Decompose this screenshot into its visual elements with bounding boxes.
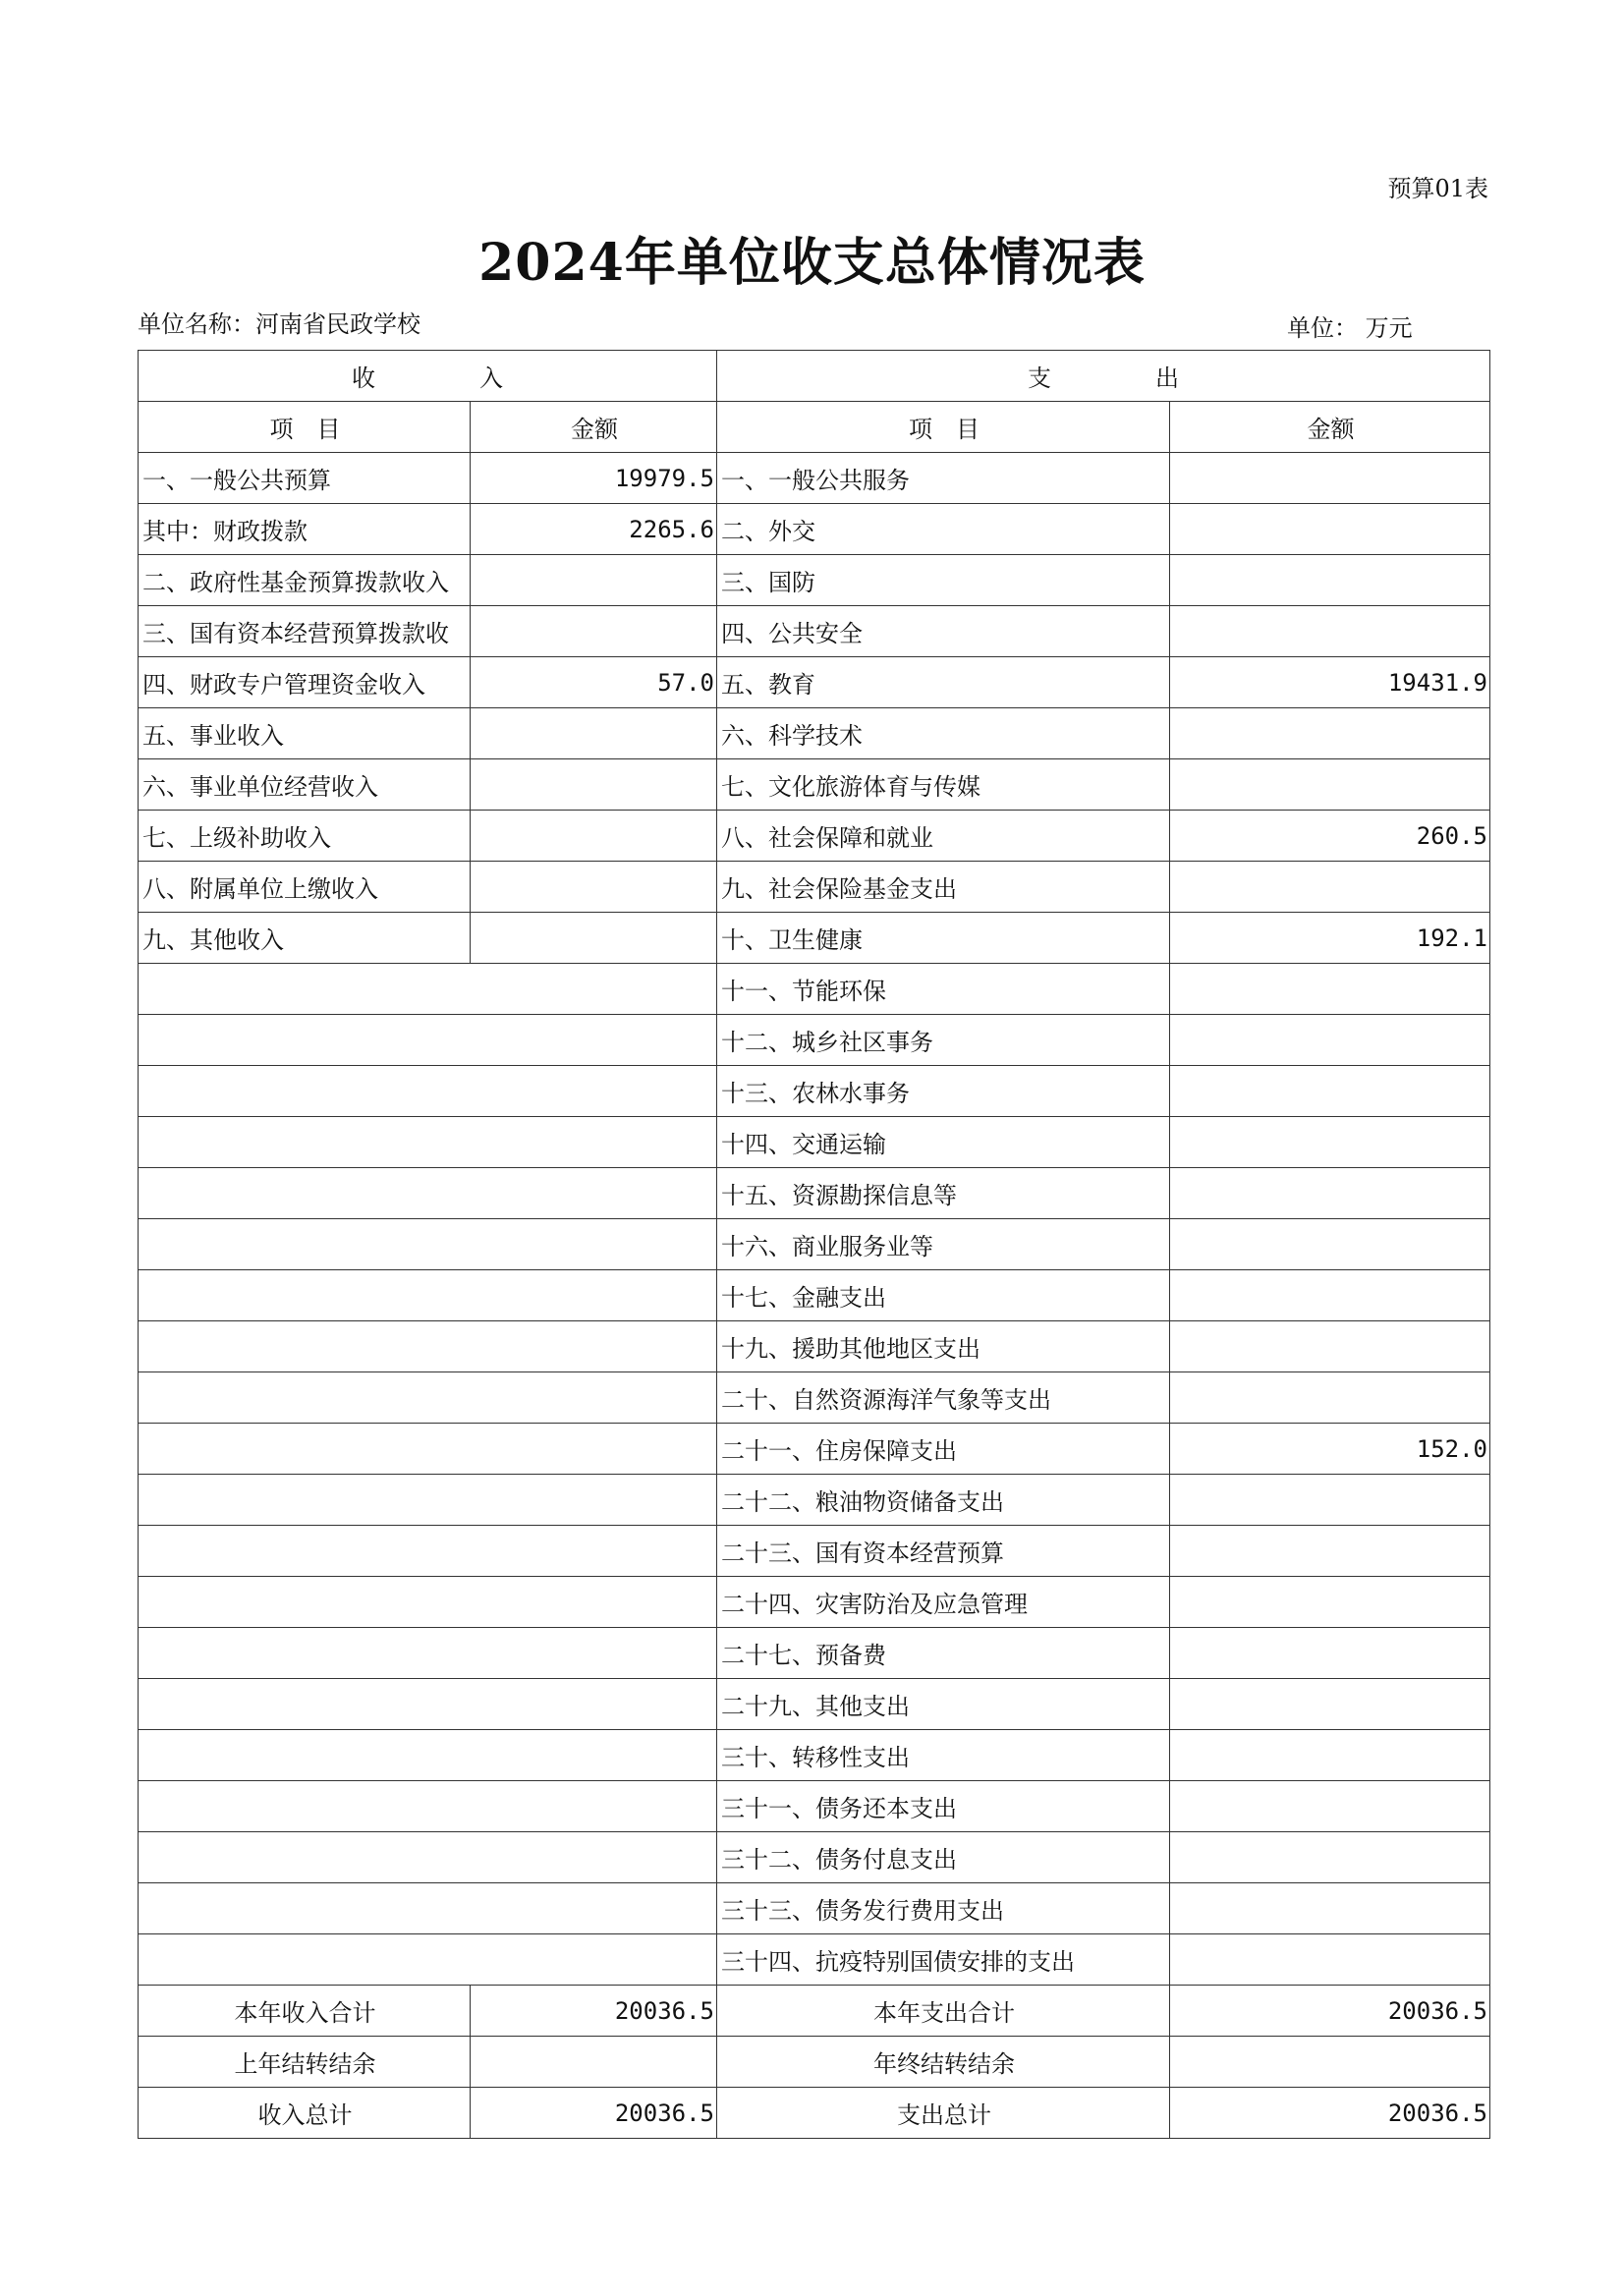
expense-amount xyxy=(1170,453,1490,504)
income-amount xyxy=(471,759,717,811)
table-row xyxy=(139,759,1490,811)
table-row xyxy=(139,1270,1490,1321)
income-item: 八、附属单位上缴收入 xyxy=(139,862,471,913)
expense-item: 三十三、债务发行费用支出 xyxy=(717,1883,1170,1934)
expense-item: 三十二、债务付息支出 xyxy=(717,1832,1170,1883)
expense-total-amount: 20036.5 xyxy=(1170,1986,1490,2037)
table-row xyxy=(139,1832,1490,1883)
expense-amount: 19431.9 xyxy=(1170,657,1490,708)
table-row xyxy=(139,1781,1490,1832)
empty-income-cell xyxy=(139,1168,717,1219)
income-item: 五、事业收入 xyxy=(139,708,471,759)
expense-amount xyxy=(1170,1372,1490,1424)
table-row xyxy=(139,1168,1490,1219)
empty-income-cell xyxy=(139,1934,717,1986)
table-row xyxy=(139,1219,1490,1270)
income-amount xyxy=(471,811,717,862)
expense-item: 二十、自然资源海洋气象等支出 xyxy=(717,1372,1170,1424)
table-row xyxy=(139,1015,1490,1066)
income-amount: 57.0 xyxy=(471,657,717,708)
income-total-label: 本年收入合计 xyxy=(139,1986,471,2037)
expense-item: 十四、交通运输 xyxy=(717,1117,1170,1168)
income-total-amount xyxy=(471,2037,717,2088)
expense-item: 三十、转移性支出 xyxy=(717,1730,1170,1781)
expense-item: 二十九、其他支出 xyxy=(717,1679,1170,1730)
income-item: 二、政府性基金预算拨款收入 xyxy=(139,555,471,606)
table-row xyxy=(139,555,1490,606)
expense-item: 三十一、债务还本支出 xyxy=(717,1781,1170,1832)
expense-item: 四、公共安全 xyxy=(717,606,1170,657)
expense-amount xyxy=(1170,1168,1490,1219)
expense-total-label: 年终结转结余 xyxy=(717,2037,1170,2088)
table-row xyxy=(139,1679,1490,1730)
empty-income-cell xyxy=(139,964,717,1015)
table-row xyxy=(139,1321,1490,1372)
expense-item: 二十四、灾害防治及应急管理 xyxy=(717,1577,1170,1628)
income-amount xyxy=(471,555,717,606)
budget-table-body xyxy=(139,351,1490,2139)
expense-amount xyxy=(1170,1781,1490,1832)
table-row xyxy=(139,964,1490,1015)
unit-label: 单位： 万元 xyxy=(1287,314,1413,342)
expense-amount xyxy=(1170,555,1490,606)
empty-income-cell xyxy=(139,1475,717,1526)
table-row xyxy=(139,1883,1490,1934)
expense-amount xyxy=(1170,1219,1490,1270)
expense-total-label: 支出总计 xyxy=(717,2088,1170,2139)
empty-income-cell xyxy=(139,1270,717,1321)
expense-amount: 192.1 xyxy=(1170,913,1490,964)
expense-amount xyxy=(1170,1270,1490,1321)
expense-item: 十一、节能环保 xyxy=(717,964,1170,1015)
table-row xyxy=(139,1117,1490,1168)
income-item: 四、财政专户管理资金收入 xyxy=(139,657,471,708)
table-row xyxy=(139,913,1490,964)
expense-amount xyxy=(1170,504,1490,555)
total-row xyxy=(139,2037,1490,2088)
table-row xyxy=(139,1475,1490,1526)
unit-name: 单位名称：河南省民政学校 xyxy=(138,310,420,338)
income-item: 九、其他收入 xyxy=(139,913,471,964)
expense-amount xyxy=(1170,1730,1490,1781)
table-row xyxy=(139,1424,1490,1475)
income-amount xyxy=(471,708,717,759)
table-row xyxy=(139,811,1490,862)
income-item: 三、国有资本经营预算拨款收 xyxy=(139,606,471,657)
table-row xyxy=(139,1577,1490,1628)
expense-amount xyxy=(1170,1526,1490,1577)
expense-item: 十九、援助其他地区支出 xyxy=(717,1321,1170,1372)
empty-income-cell xyxy=(139,1679,717,1730)
expense-amount xyxy=(1170,964,1490,1015)
table-row xyxy=(139,657,1490,708)
empty-income-cell xyxy=(139,1526,717,1577)
total-row xyxy=(139,2088,1490,2139)
column-header-row xyxy=(139,402,1490,453)
table-row xyxy=(139,1628,1490,1679)
expense-amount xyxy=(1170,1628,1490,1679)
income-total-amount: 20036.5 xyxy=(471,1986,717,2037)
expense-amount xyxy=(1170,708,1490,759)
expense-item: 一、一般公共服务 xyxy=(717,453,1170,504)
expense-item: 十三、农林水事务 xyxy=(717,1066,1170,1117)
expense-amount xyxy=(1170,606,1490,657)
expense-item: 三十四、抗疫特别国债安排的支出 xyxy=(717,1934,1170,1986)
expense-item: 二十七、预备费 xyxy=(717,1628,1170,1679)
expense-item: 二十一、住房保障支出 xyxy=(717,1424,1170,1475)
table-row xyxy=(139,1730,1490,1781)
expense-item: 十七、金融支出 xyxy=(717,1270,1170,1321)
empty-income-cell xyxy=(139,1424,717,1475)
table-row xyxy=(139,1066,1490,1117)
empty-income-cell xyxy=(139,1066,717,1117)
income-item: 其中：财政拨款 xyxy=(139,504,471,555)
section-header-row xyxy=(139,351,1490,402)
income-amount xyxy=(471,913,717,964)
empty-income-cell xyxy=(139,1730,717,1781)
expense-item: 十二、城乡社区事务 xyxy=(717,1015,1170,1066)
expense-amount: 152.0 xyxy=(1170,1424,1490,1475)
income-total-amount: 20036.5 xyxy=(471,2088,717,2139)
expense-amount xyxy=(1170,1066,1490,1117)
expense-amount xyxy=(1170,1321,1490,1372)
expense-section-header: 支 出 xyxy=(717,351,1490,402)
expense-amount xyxy=(1170,862,1490,913)
income-amount-header: 金额 xyxy=(471,402,717,453)
empty-income-cell xyxy=(139,1883,717,1934)
expense-item: 八、社会保障和就业 xyxy=(717,811,1170,862)
table-row xyxy=(139,1372,1490,1424)
table-row xyxy=(139,453,1490,504)
expense-item: 二、外交 xyxy=(717,504,1170,555)
expense-amount xyxy=(1170,1577,1490,1628)
expense-item-header: 项 目 xyxy=(717,402,1170,453)
income-total-label: 上年结转结余 xyxy=(139,2037,471,2088)
expense-item: 十、卫生健康 xyxy=(717,913,1170,964)
budget-table xyxy=(138,350,1490,2139)
expense-total-amount xyxy=(1170,2037,1490,2088)
expense-item: 九、社会保险基金支出 xyxy=(717,862,1170,913)
table-row xyxy=(139,504,1490,555)
income-item: 七、上级补助收入 xyxy=(139,811,471,862)
expense-item: 二十二、粮油物资储备支出 xyxy=(717,1475,1170,1526)
expense-amount: 260.5 xyxy=(1170,811,1490,862)
expense-amount xyxy=(1170,1832,1490,1883)
expense-total-amount: 20036.5 xyxy=(1170,2088,1490,2139)
expense-item: 五、教育 xyxy=(717,657,1170,708)
expense-item: 十五、资源勘探信息等 xyxy=(717,1168,1170,1219)
table-row xyxy=(139,708,1490,759)
table-row xyxy=(139,1934,1490,1986)
income-item: 一、一般公共预算 xyxy=(139,453,471,504)
table-row xyxy=(139,862,1490,913)
expense-item: 六、科学技术 xyxy=(717,708,1170,759)
income-item-header: 项 目 xyxy=(139,402,471,453)
page-title: 2024年单位收支总体情况表 xyxy=(478,233,1146,293)
expense-amount xyxy=(1170,1934,1490,1986)
expense-item: 七、文化旅游体育与传媒 xyxy=(717,759,1170,811)
table-row xyxy=(139,606,1490,657)
empty-income-cell xyxy=(139,1781,717,1832)
expense-amount xyxy=(1170,1475,1490,1526)
expense-amount xyxy=(1170,759,1490,811)
empty-income-cell xyxy=(139,1321,717,1372)
income-amount xyxy=(471,606,717,657)
expense-amount xyxy=(1170,1117,1490,1168)
income-amount xyxy=(471,862,717,913)
expense-item: 十六、商业服务业等 xyxy=(717,1219,1170,1270)
form-number: 预算01表 xyxy=(1387,175,1488,202)
table-row xyxy=(139,1526,1490,1577)
empty-income-cell xyxy=(139,1219,717,1270)
empty-income-cell xyxy=(139,1372,717,1424)
expense-amount xyxy=(1170,1883,1490,1934)
empty-income-cell xyxy=(139,1015,717,1066)
income-total-label: 收入总计 xyxy=(139,2088,471,2139)
empty-income-cell xyxy=(139,1117,717,1168)
total-row xyxy=(139,1986,1490,2037)
income-amount: 19979.5 xyxy=(471,453,717,504)
income-item: 六、事业单位经营收入 xyxy=(139,759,471,811)
expense-total-label: 本年支出合计 xyxy=(717,1986,1170,2037)
empty-income-cell xyxy=(139,1628,717,1679)
empty-income-cell xyxy=(139,1577,717,1628)
expense-amount xyxy=(1170,1679,1490,1730)
income-amount: 2265.6 xyxy=(471,504,717,555)
expense-item: 二十三、国有资本经营预算 xyxy=(717,1526,1170,1577)
expense-amount xyxy=(1170,1015,1490,1066)
income-section-header: 收 入 xyxy=(139,351,717,402)
expense-item: 三、国防 xyxy=(717,555,1170,606)
expense-amount-header: 金额 xyxy=(1170,402,1490,453)
empty-income-cell xyxy=(139,1832,717,1883)
